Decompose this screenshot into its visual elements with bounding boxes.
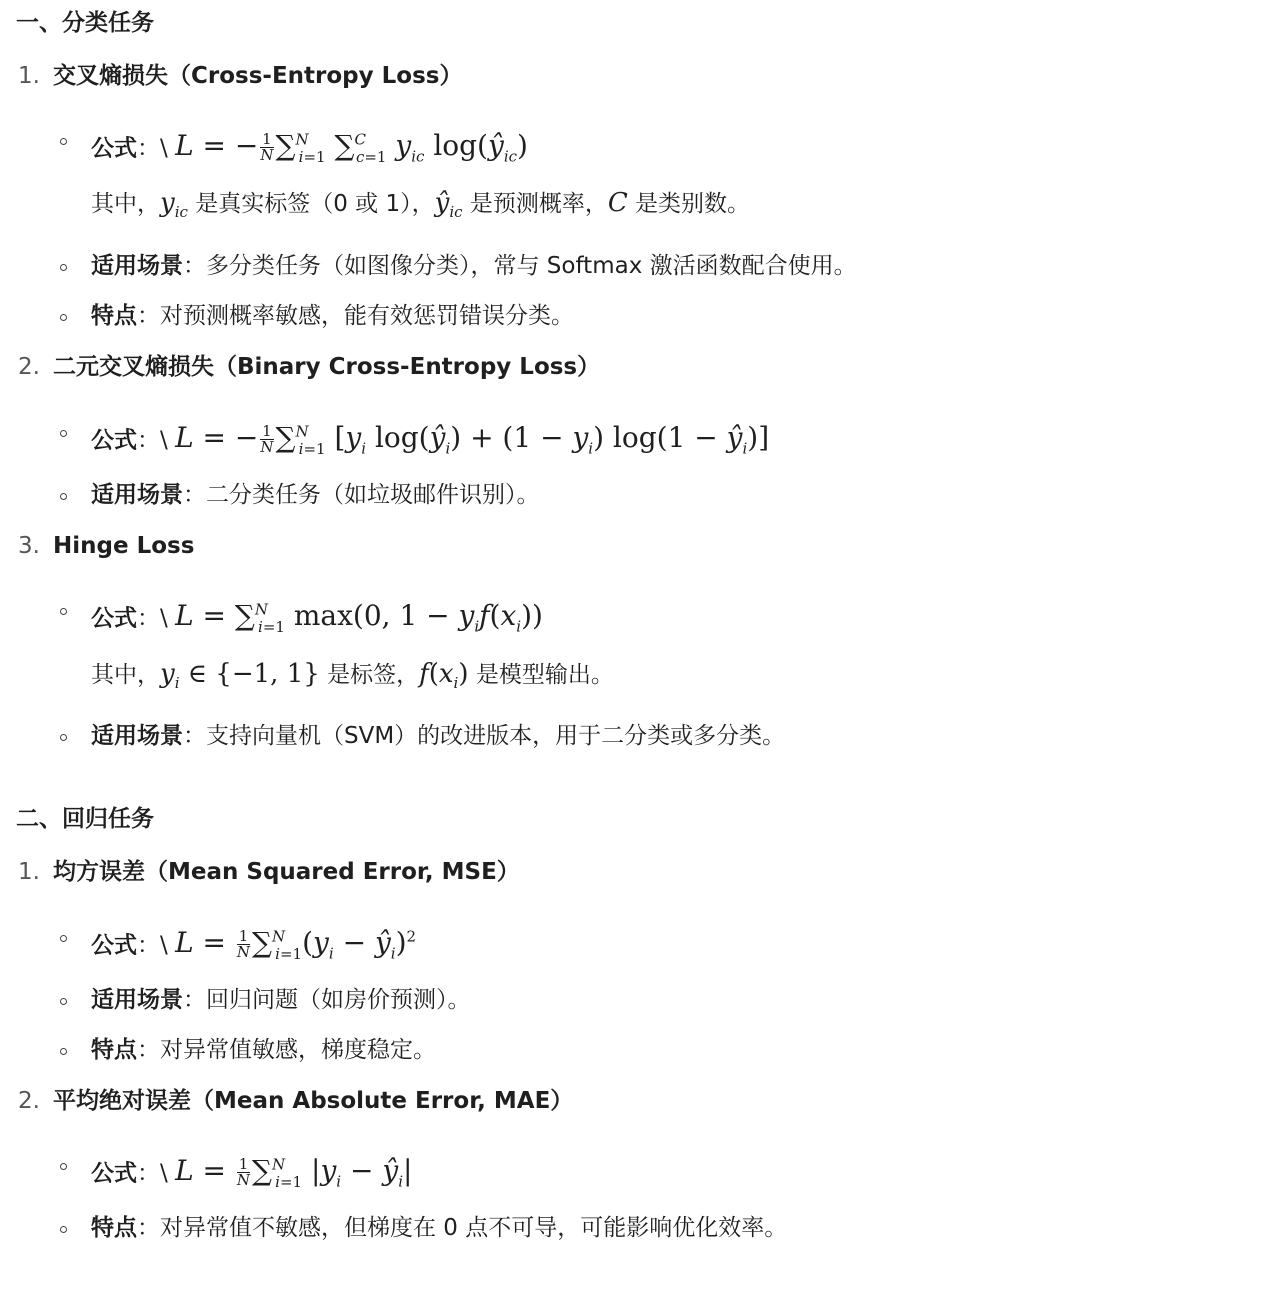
math-formula: L = − $\frac{1}{N}$ ∑$^N_{i=1}$ [$y_i$ $\log(ŷ_i) + (1 - y_i) \log(1$ − $ŷ_i$)]: [175, 421, 770, 458]
note-hinge-loss: 其中，$y_i$ ∈ {−1, 1} 是标签，$f(x_i)$ 是模型输出。: [91, 659, 614, 693]
item-title-mae: 平均绝对误差（Mean Absolute Error, MAE）: [53, 1088, 574, 1114]
list-number: 1.: [18, 859, 40, 885]
list-number: 1.: [18, 63, 40, 89]
bullet-circle-icon: [60, 314, 67, 321]
note-cross-entropy: 其中，$y_{ic}$ 是真实标签（0 或 1），$ŷ_{ic}$ 是预测概率，C 是类别数。: [91, 188, 751, 222]
math-formula: L = − $\frac{1}{N}$ ∑$^N_{i=1}$ ∑$^C_{c=1}$ $y_{ic}$ $\log(ŷ_{ic})$: [175, 129, 528, 166]
math-formula: L = $\frac{1}{N}$ ∑$^N_{i=1}$ $|y_i$ − $ŷ_i|$: [175, 1154, 413, 1191]
bullet-circle-icon: [60, 138, 67, 145]
scene-mse: 适用场景：回归问题（如房价预测）。: [91, 987, 471, 1013]
bullet-circle-icon: [60, 935, 67, 942]
list-number: 2.: [18, 354, 40, 380]
bullet-circle-icon: [60, 734, 67, 741]
formula-mse: 公式：\ L = $\frac{1}{N}$ $\sum^N_{i=1}(y_i$ − $ŷ_i)^2$: [91, 926, 417, 963]
formula-mae: 公式：\ L = $\frac{1}{N}$ ∑$^N_{i=1}$ $|y_i$ − $ŷ_i|$: [91, 1154, 413, 1191]
section-title-classification: 一、分类任务: [16, 10, 154, 36]
section-title-regression: 二、回归任务: [16, 806, 154, 832]
formula-hinge-loss: 公式：\ L = ∑$^N_{i=1}$ max(0, $1 - y_if(x_i)$): [91, 599, 543, 636]
bullet-circle-icon: [60, 430, 67, 437]
formula-prefix: ：\: [137, 135, 168, 162]
feature-mse: 特点：对异常值敏感，梯度稳定。: [91, 1037, 436, 1063]
item-title-hinge-loss: Hinge Loss: [53, 533, 195, 559]
scene-binary-cross-entropy: 适用场景：二分类任务（如垃圾邮件识别）。: [91, 482, 540, 508]
list-number: 3.: [18, 533, 40, 559]
item-title-cross-entropy: 交叉熵损失（Cross-Entropy Loss）: [53, 63, 463, 89]
bullet-circle-icon: [60, 1163, 67, 1170]
bullet-circle-icon: [60, 1048, 67, 1055]
bullet-circle-icon: [60, 608, 67, 615]
math-formula: L = $\frac{1}{N}$ $\sum^N_{i=1}(y_i$ − $ŷ_i)^2$: [175, 926, 417, 963]
list-number: 2.: [18, 1088, 40, 1114]
item-title-mse: 均方误差（Mean Squared Error, MSE）: [53, 859, 520, 885]
item-title-binary-cross-entropy: 二元交叉熵损失（Binary Cross-Entropy Loss）: [53, 354, 601, 380]
scene-cross-entropy: 适用场景：多分类任务（如图像分类），常与 Softmax 激活函数配合使用。: [91, 253, 857, 279]
bullet-circle-icon: [60, 1226, 67, 1233]
formula-binary-cross-entropy: 公式：\ L = − $\frac{1}{N}$ ∑$^N_{i=1}$ [$y_i$ $\log(ŷ_i) + (1 - y_i) \log(1$ − $ŷ_i$)]: [91, 421, 770, 458]
bullet-circle-icon: [60, 493, 67, 500]
bullet-circle-icon: [60, 998, 67, 1005]
formula-label: 公式: [91, 135, 137, 162]
bullet-circle-icon: [60, 264, 67, 271]
feature-cross-entropy: 特点：对预测概率敏感，能有效惩罚错误分类。: [91, 303, 574, 329]
math-formula: L = ∑$^N_{i=1}$ max(0, $1 - y_if(x_i)$): [175, 599, 543, 636]
feature-mae: 特点：对异常值不敏感，但梯度在 0 点不可导，可能影响优化效率。: [91, 1215, 788, 1241]
formula-cross-entropy: [91, 125, 528, 172]
scene-hinge-loss: 适用场景：支持向量机（SVM）的改进版本，用于二分类或多分类。: [91, 723, 786, 749]
